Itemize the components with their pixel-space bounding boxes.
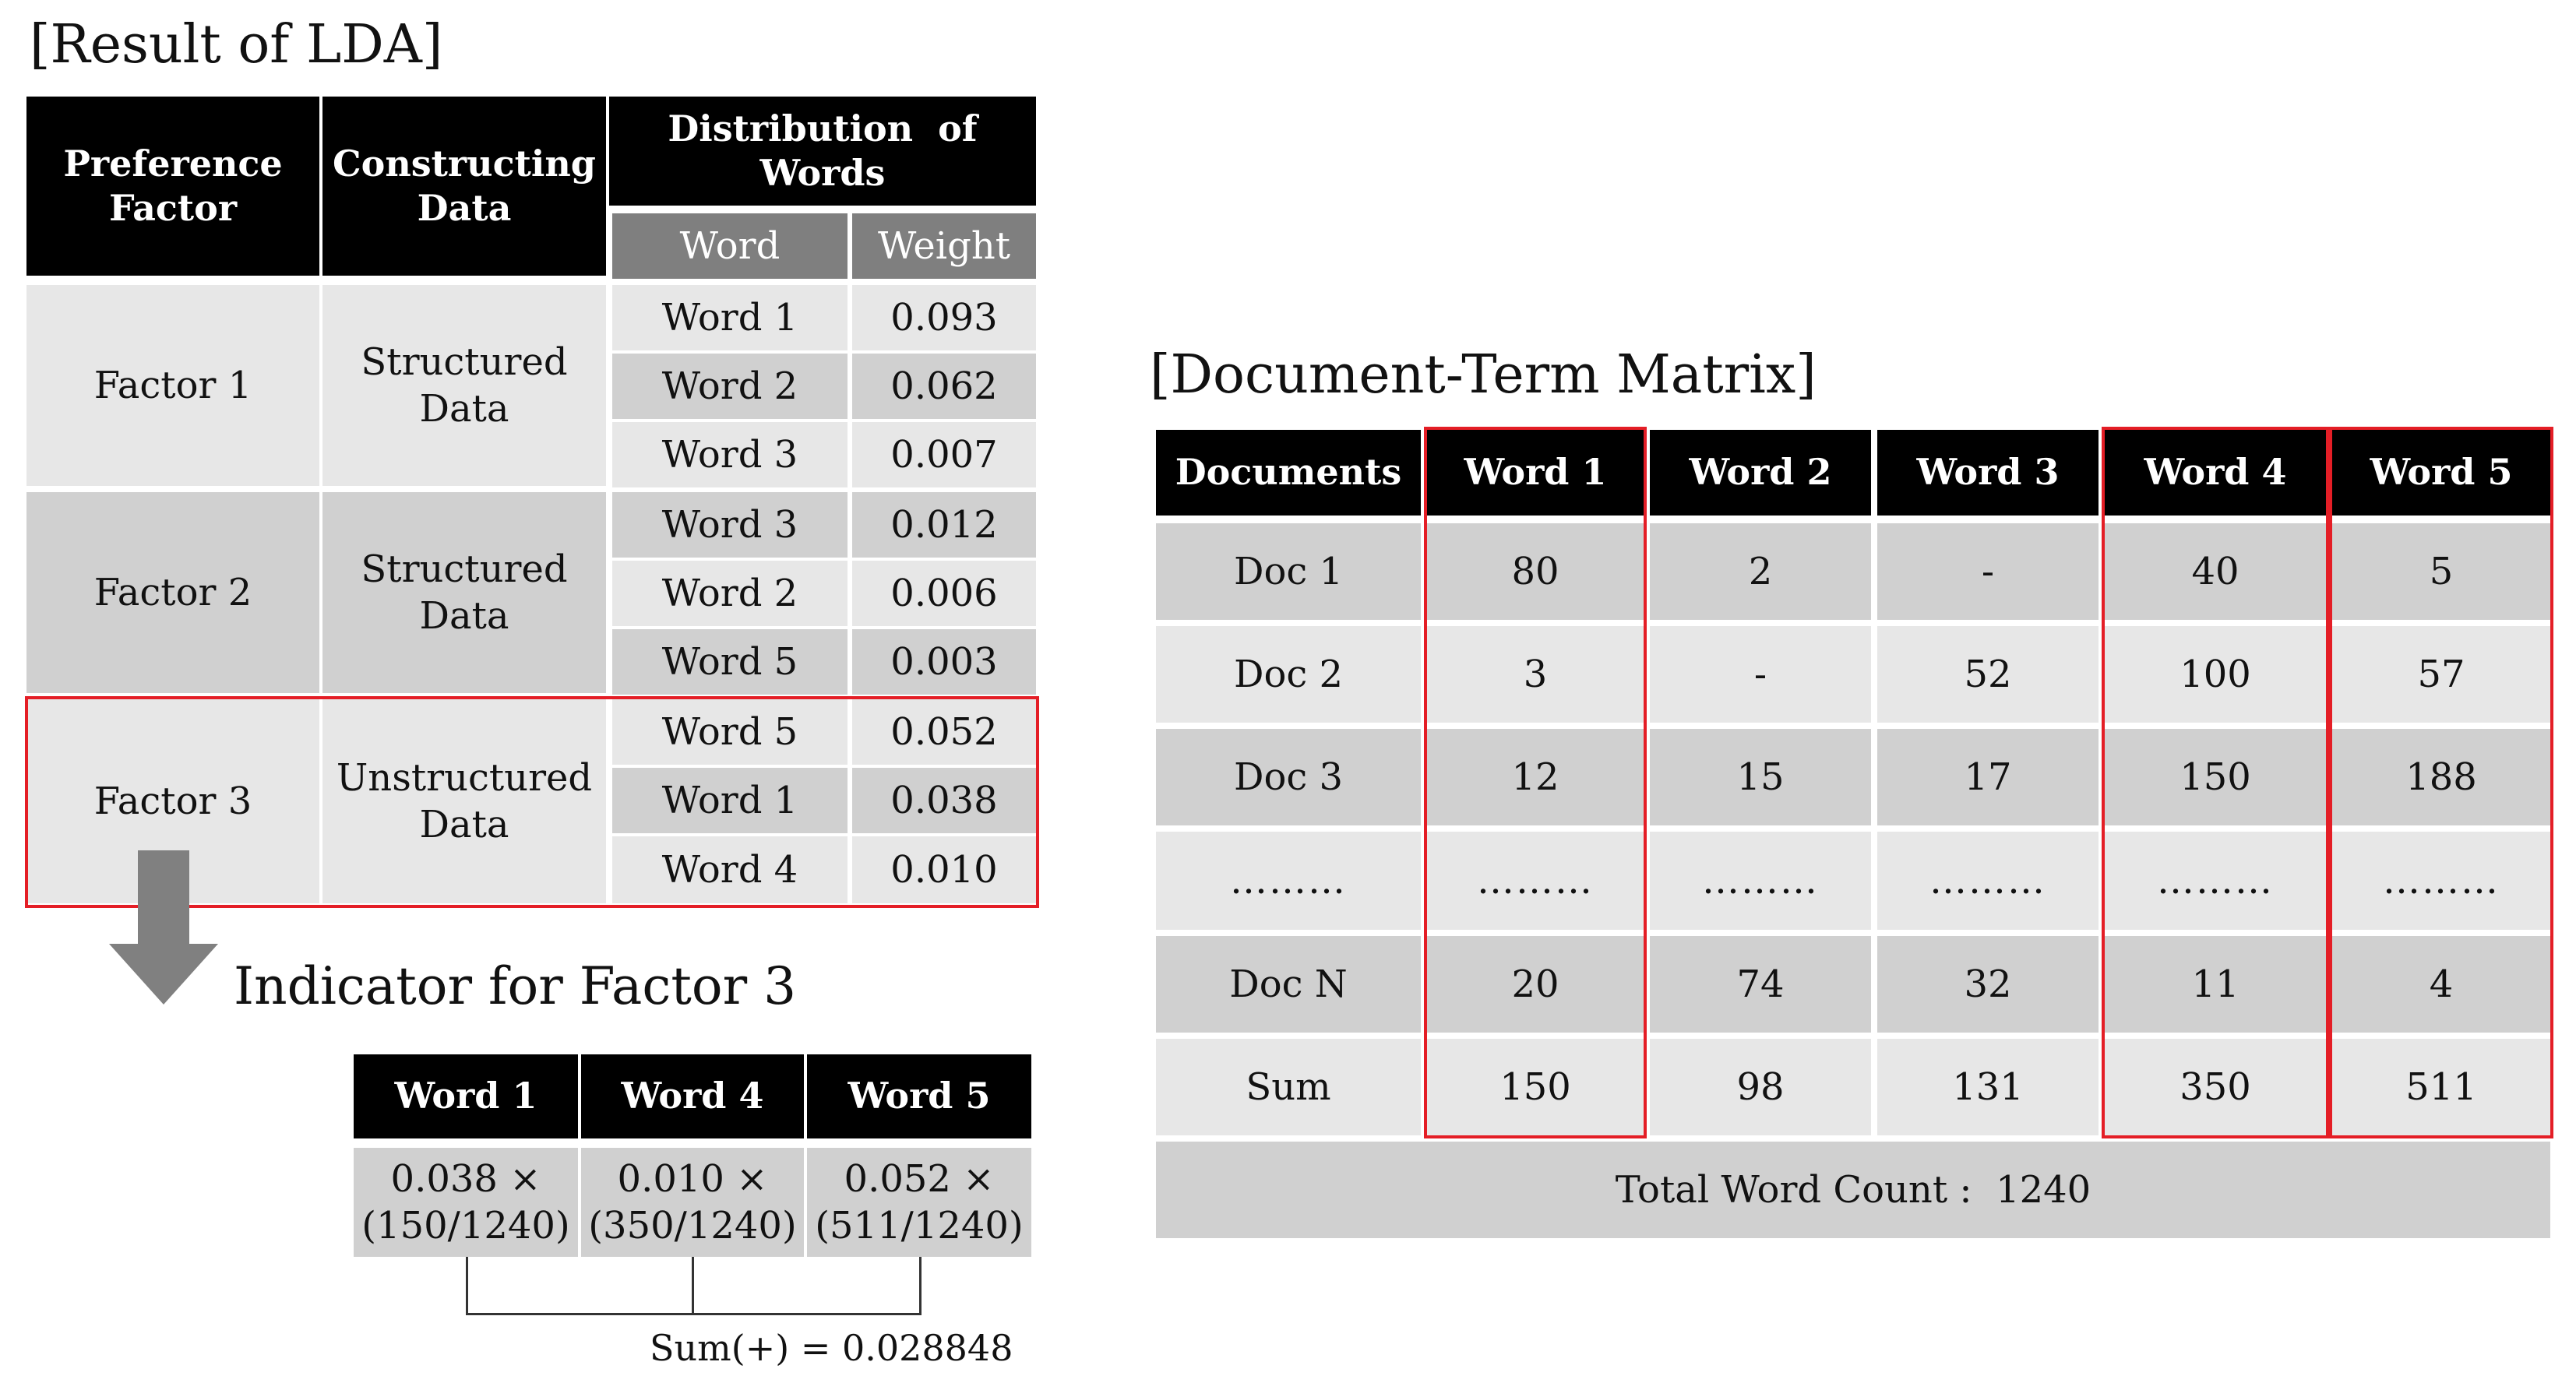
header-constructing-data (322, 97, 606, 276)
lda-word-cell: Word 5 (612, 699, 848, 765)
sum-bracket-right (919, 1257, 922, 1314)
lda-word-cell: Word 3 (612, 422, 848, 487)
dtm-sum-cell: 150 (1427, 1039, 1644, 1135)
indicator-header-word-1: Word 1 (354, 1054, 578, 1138)
dtm-cell: 52 (1877, 626, 2099, 723)
dtm-total-word-count: Total Word Count : 1240 (1156, 1142, 2550, 1238)
lda-weight-cell: 0.003 (852, 629, 1036, 695)
dtm-header-word-1: Word 1 (1427, 430, 1644, 516)
dtm-cell: 74 (1650, 936, 1871, 1033)
dtm-cell: 20 (1427, 936, 1644, 1033)
dtm-ellipsis-cell: ……… (1427, 832, 1644, 930)
dtm-cell: 32 (1877, 936, 2099, 1033)
header-distribution-line2: Words (759, 152, 886, 194)
lda-weight-cell: 0.038 (852, 768, 1036, 833)
header-preference-factor-line2: Factor (108, 187, 238, 229)
dtm-cell: 4 (2332, 936, 2550, 1033)
factor-1-data-line2: Data (419, 387, 509, 431)
indicator-sum: Sum(+) = 0.028848 (650, 1327, 1013, 1369)
dtm-cell: 150 (2105, 729, 2326, 825)
sum-bracket-left (466, 1257, 468, 1314)
header-preference-factor-line1: Preference (63, 142, 283, 185)
lda-weight-cell: 0.052 (852, 699, 1036, 765)
indicator-header-word-5: Word 5 (807, 1054, 1031, 1138)
factor-3-data-type (322, 699, 606, 903)
factor-2-data-line2: Data (419, 594, 509, 638)
factor-2-label: Factor 2 (26, 492, 319, 693)
dtm-cell: Doc 3 (1156, 729, 1421, 825)
header-preference-factor (26, 97, 319, 276)
factor-2-data-type (322, 492, 606, 693)
lda-weight-cell: 0.062 (852, 354, 1036, 419)
dtm-sum-cell: 131 (1877, 1039, 2099, 1135)
lda-word-cell: Word 5 (612, 629, 848, 695)
lda-word-cell: Word 3 (612, 492, 848, 558)
dtm-ellipsis-cell: ……… (1650, 832, 1871, 930)
dtm-header-word-5: Word 5 (2332, 430, 2550, 516)
lda-title: [Result of LDA] (30, 14, 443, 76)
subheader-word: Word (612, 213, 848, 279)
dtm-cell: - (1650, 626, 1871, 723)
indicator-cell-line1: 0.052 × (844, 1157, 995, 1201)
dtm-header-documents: Documents (1156, 430, 1421, 516)
dtm-ellipsis-cell: ……… (2332, 832, 2550, 930)
indicator-cell-line1: 0.038 × (390, 1157, 541, 1201)
indicator-title: Indicator for Factor 3 (234, 956, 797, 1016)
lda-weight-cell: 0.010 (852, 836, 1036, 903)
indicator-cell-line1: 0.010 × (617, 1157, 768, 1201)
dtm-cell: 57 (2332, 626, 2550, 723)
indicator-cell-word-1 (354, 1148, 578, 1257)
dtm-cell: 11 (2105, 936, 2326, 1033)
dtm-ellipsis-cell: ……… (2105, 832, 2326, 930)
dtm-sum-cell: 350 (2105, 1039, 2326, 1135)
lda-weight-cell: 0.007 (852, 422, 1036, 487)
dtm-ellipsis-cell: ……… (1877, 832, 2099, 930)
lda-word-cell: Word 4 (612, 836, 848, 903)
lda-weight-cell: 0.093 (852, 285, 1036, 350)
dtm-cell: 40 (2105, 523, 2326, 620)
header-constructing-data-line2: Data (417, 187, 512, 229)
dtm-cell: 5 (2332, 523, 2550, 620)
dtm-cell: 3 (1427, 626, 1644, 723)
dtm-header-word-2: Word 2 (1650, 430, 1871, 516)
lda-word-cell: Word 1 (612, 285, 848, 350)
indicator-cell-line2: (350/1240) (588, 1204, 797, 1247)
dtm-ellipsis-cell: ……… (1156, 832, 1421, 930)
sum-bracket-middle (692, 1257, 694, 1314)
dtm-header-word-3: Word 3 (1877, 430, 2099, 516)
indicator-cell-line2: (511/1240) (815, 1204, 1024, 1247)
factor-3-data-line2: Data (419, 803, 509, 846)
lda-weight-cell: 0.012 (852, 492, 1036, 558)
indicator-cell-word-4 (581, 1148, 804, 1257)
dtm-cell: 17 (1877, 729, 2099, 825)
subheader-weight: Weight (852, 213, 1036, 279)
header-distribution-line1: Distribution of (668, 107, 978, 150)
factor-1-label: Factor 1 (26, 285, 319, 486)
indicator-cell-word-5 (807, 1148, 1031, 1257)
dtm-sum-cell: 511 (2332, 1039, 2550, 1135)
dtm-cell: - (1877, 523, 2099, 620)
down-arrow-icon (105, 850, 222, 1006)
lda-weight-cell: 0.006 (852, 561, 1036, 626)
indicator-cell-line2: (150/1240) (361, 1204, 570, 1247)
dtm-header-word-4: Word 4 (2105, 430, 2326, 516)
header-distribution-of-words (609, 97, 1036, 206)
indicator-header-word-4: Word 4 (581, 1054, 804, 1138)
dtm-sum-cell: Sum (1156, 1039, 1421, 1135)
header-constructing-data-line1: Constructing (333, 142, 596, 185)
dtm-cell: 12 (1427, 729, 1644, 825)
dtm-sum-cell: 98 (1650, 1039, 1871, 1135)
dtm-title: [Document-Term Matrix] (1150, 344, 1817, 406)
dtm-cell: 100 (2105, 626, 2326, 723)
factor-2-data-line1: Structured (361, 547, 568, 591)
lda-word-cell: Word 2 (612, 354, 848, 419)
factor-1-data-type (322, 285, 606, 486)
lda-word-cell: Word 1 (612, 768, 848, 833)
factor-3-label: Factor 3 (26, 699, 319, 903)
dtm-cell: Doc 1 (1156, 523, 1421, 620)
dtm-cell: 188 (2332, 729, 2550, 825)
dtm-cell: Doc N (1156, 936, 1421, 1033)
dtm-cell: Doc 2 (1156, 626, 1421, 723)
dtm-cell: 15 (1650, 729, 1871, 825)
sum-bracket-bottom (466, 1313, 922, 1315)
dtm-cell: 80 (1427, 523, 1644, 620)
factor-1-data-line1: Structured (361, 340, 568, 384)
lda-word-cell: Word 2 (612, 561, 848, 626)
factor-3-data-line1: Unstructured (336, 756, 593, 800)
dtm-cell: 2 (1650, 523, 1871, 620)
